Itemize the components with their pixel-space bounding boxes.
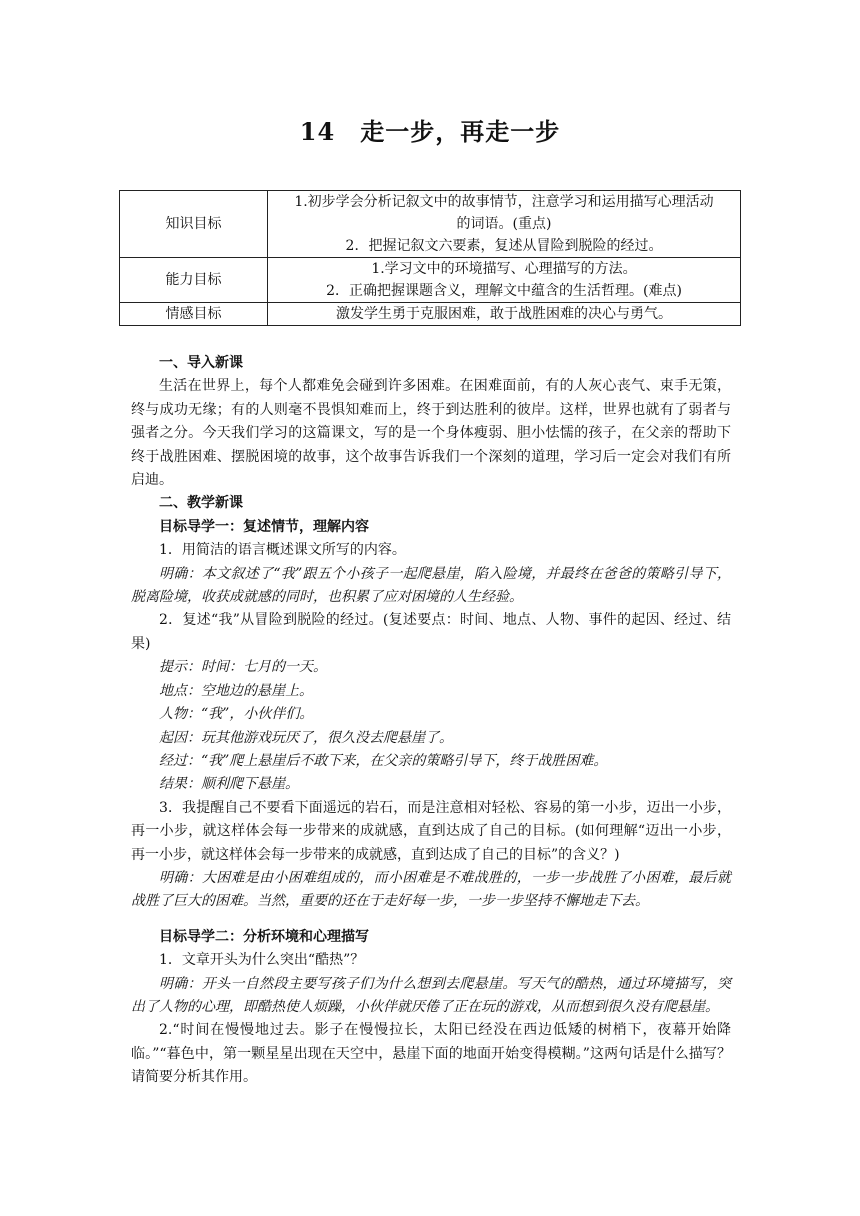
hint-line: 地点：空地边的悬崖上。 (159, 682, 313, 699)
goal-line: 激发学生勇于克服困难，敢于战胜困难的决心与勇气。 (336, 306, 672, 322)
goal-content (268, 303, 741, 326)
goal-row-emotion (120, 303, 741, 326)
hint-line: 经过：“我”爬上悬崖后不敢下来，在父亲的策略引导下，终于战胜困难。 (159, 752, 608, 769)
hint-line: 起因：玩其他游戏玩厌了，很久没去爬悬崖了。 (159, 729, 453, 746)
goal-row-knowledge (120, 191, 741, 258)
section-heading: 一、导入新课 (159, 355, 243, 371)
question: 2.“时间在慢慢地过去。影子在慢慢拉长，太阳已经没在西边低矮的树梢下，夜幕开始降临。”“暮色中，第一颗星星出现在天空中，悬崖下面的地面开始变得模糊。”这两句话是什么描写？请简要分析其作用。 (131, 1022, 731, 1086)
answer: 明确：开头一自然段主要写孩子们为什么想到去爬悬崖。写天气的酷热，通过环境描写，突出了人物的心理，即酷热使人烦躁，小伙伴就厌倦了正在玩的游戏，从而想到很久没有爬悬崖。 (131, 975, 731, 1015)
goal-line: 1.学习文中的环境描写、心理描写的方法。 (371, 261, 637, 277)
question: 1．用简洁的语言概述课文所写的内容。 (159, 542, 406, 559)
intro-paragraph: 生活在世界上，每个人都难免会碰到许多困难。在困难面前，有的人灰心丧气、束手无策，终与成功无缘；有的人则毫不畏惧知难而上，终于到达胜利的彼岸。这样，世界也就有了弱者与强者之分。今天我们学习的这篇课文，写的是一个身体瘦弱、胆小怯懦的孩子，在父亲的帮助下终于战胜困难、摆脱困境的故事，这个故事告诉我们一个深刻的道理，学习后一定会对我们有所启迪。 (131, 378, 731, 489)
hint-line: 人物：“我”，小伙伴们。 (159, 706, 314, 723)
question: 1．文章开头为什么突出“酷热”？ (159, 952, 365, 969)
goal-line: 2．把握记叙文六要素，复述从冒险到脱险的经过。 (345, 238, 663, 254)
goal-row-ability (120, 258, 741, 303)
hint-line: 结果：顺利爬下悬崖。 (159, 776, 299, 793)
subsection-heading: 目标导学一：复述情节，理解内容 (159, 518, 369, 535)
goal-content (268, 258, 741, 303)
goal-content (268, 191, 741, 258)
goal-label: 知识目标 (120, 191, 268, 258)
question: 2．复述“我”从冒险到脱险的经过。(复述要点：时间、地点、人物、事件的起因、经过、结果) (131, 612, 731, 652)
lesson-body (131, 352, 731, 1090)
goal-line: 的词语。(重点) (456, 216, 552, 232)
question: 3．我提醒自己不要看下面遥远的岩石，而是注意相对轻松、容易的第一小步，迈出一小步，再一小步，就这样体会每一步带来的成就感，直到达成了自己的目标。(如何理解“迈出一小步，再一小步，就这样体会每一步带来的成就感，直到达成了自己的目标”的含义？) (131, 799, 731, 863)
goal-label: 能力目标 (120, 258, 268, 303)
goal-label: 情感目标 (120, 303, 268, 326)
section-spacer (131, 914, 731, 926)
page-title: 14 走一步，再走一步 (299, 117, 561, 146)
answer: 明确：本文叙述了“我”跟五个小孩子一起爬悬崖，陷入险境，并最终在爸爸的策略引导下，脱离险境，收获成就感的同时，也积累了应对困境的人生经验。 (131, 565, 731, 606)
section-heading: 二、教学新课 (159, 495, 243, 512)
answer: 明确：大困难是由小困难组成的，而小困难是不难战胜的，一步一步战胜了小困难，最后就战胜了巨大的困难。当然，重要的还在于走好每一步，一步一步坚持不懈地走下去。 (131, 869, 731, 910)
hint-line: 提示：时间：七月的一天。 (159, 659, 327, 676)
subsection-heading: 目标导学二：分析环境和心理描写 (159, 928, 369, 945)
learning-goals-table (119, 190, 741, 326)
goal-line: 1.初步学会分析记叙文中的故事情节，注意学习和运用描写心理活动 (294, 194, 714, 210)
goal-line: 2．正确把握课题含义，理解文中蕴含的生活哲理。(难点) (326, 283, 682, 299)
